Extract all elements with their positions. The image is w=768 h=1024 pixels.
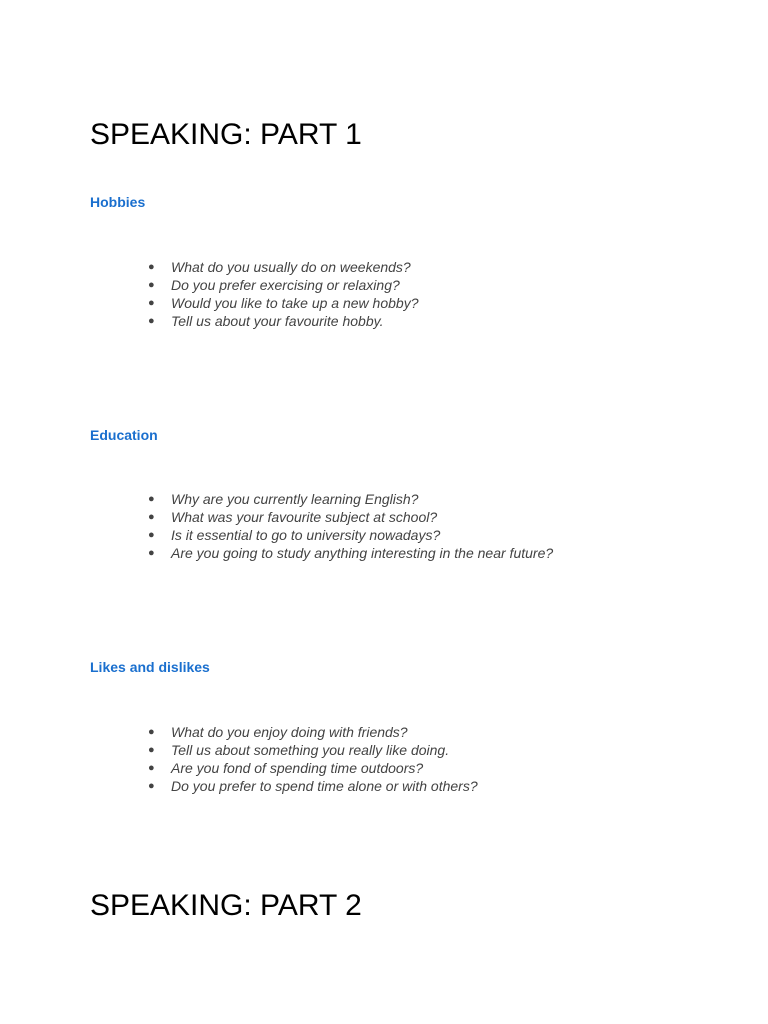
bullet-icon: ● (148, 529, 155, 541)
part2-heading: SPEAKING: PART 2 (90, 889, 362, 922)
bullet-icon: ● (148, 780, 155, 792)
bullet-icon: ● (148, 261, 155, 273)
section-heading-hobbies: Hobbies (90, 194, 146, 210)
part1-heading: SPEAKING: PART 1 (90, 118, 362, 151)
section-heading-likes-and-dislikes: Likes and dislikes (90, 659, 210, 675)
bullet-icon: ● (148, 297, 155, 309)
bullet-icon: ● (148, 726, 155, 738)
question-text: Would you like to take up a new hobby? (171, 295, 419, 311)
question-text: What was your favourite subject at school? (171, 509, 438, 525)
question-text: What do you enjoy doing with friends? (171, 724, 408, 740)
question-text: Are you going to study anything interesting in the near future? (171, 545, 554, 561)
bullet-icon: ● (148, 493, 155, 505)
question-text: Are you fond of spending time outdoors? (171, 760, 424, 776)
question-text: Tell us about something you really like doing. (171, 742, 450, 758)
bullet-icon: ● (148, 315, 155, 327)
question-text: Tell us about your favourite hobby. (171, 313, 384, 329)
bullet-icon: ● (148, 762, 155, 774)
bullet-icon: ● (148, 279, 155, 291)
section-heading-education: Education (90, 427, 158, 443)
question-text: What do you usually do on weekends? (171, 259, 411, 275)
bullet-icon: ● (148, 547, 155, 559)
bullet-icon: ● (148, 744, 155, 756)
question-text: Why are you currently learning English? (171, 491, 419, 507)
bullet-icon: ● (148, 511, 155, 523)
question-text: Do you prefer exercising or relaxing? (171, 277, 400, 293)
question-text: Do you prefer to spend time alone or with others? (171, 778, 478, 794)
question-text: Is it essential to go to university nowadays? (171, 527, 441, 543)
